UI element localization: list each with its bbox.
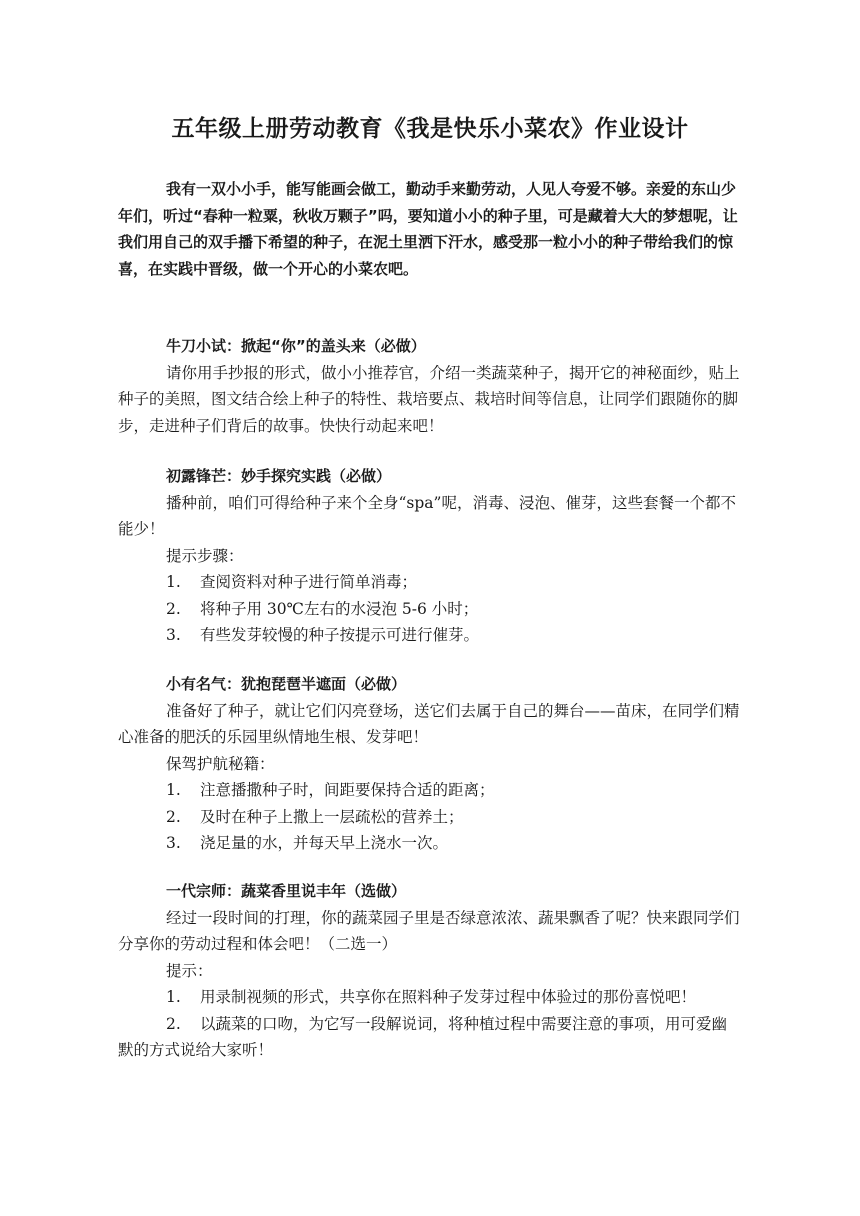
section-3	[118, 671, 742, 857]
list-text: 用录制视频的形式，共享你在照料种子发芽过程中体验过的那份喜悦吧！	[200, 988, 697, 1006]
list-text: 注意播撒种子时，间距要保持合适的距离；	[200, 781, 495, 799]
list-item	[118, 596, 742, 623]
list-number: 1.	[166, 573, 181, 591]
section-body: 播种前，咱们可得给种子来个全身“spa”呢，消毒、浸泡、催芽，这些套餐一个都不能少！	[118, 493, 736, 538]
list-item	[118, 984, 742, 1011]
list-number: 1.	[166, 988, 181, 1006]
list-text: 将种子用 30℃左右的水浸泡 5-6 小时；	[200, 599, 479, 618]
intro-paragraph: 我有一双小小手，能写能画会做工，勤动手来勤劳动，人见人夸爱不够。亲爱的东山少年们，听过“春种一粒粟，秋收万颗子”吗，要知道小小的种子里，可是藏着大大的梦想呢，让我们用自己的双手播下希望的种子，在泥土里洒下汗水，感受那一粒小小的种子带给我们的惊喜，在实践中晋级，做一个开心的小菜农吧。	[118, 180, 738, 278]
section-body: 请你用手抄报的形式，做小小推荐官，介绍一类蔬菜种子，揭开它的神秘面纱，贴上种子的美照，图文结合绘上种子的特性、栽培要点、栽培时间等信息，让同学们跟随你的脚步，走进种子们背后的故事。快快行动起来吧！	[118, 363, 740, 435]
list-number: 1.	[166, 781, 181, 799]
document-title: 五年级上册劳动教育《我是快乐小菜农》作业设计	[171, 116, 689, 142]
section-label: 提示：	[166, 961, 213, 980]
list-number: 2.	[166, 807, 181, 826]
list-number: 3.	[166, 626, 181, 644]
list-number: 3.	[166, 834, 181, 852]
list-item	[118, 1011, 742, 1064]
list-text: 有些发芽较慢的种子按提示可进行催芽。	[200, 626, 480, 644]
list-text: 浇足量的水，并每天早上浇水一次。	[200, 834, 449, 852]
section-heading: 牛刀小试：掀起“你”的盖头来（必做）	[166, 337, 426, 355]
list-text: 查阅资料对种子进行简单消毒；	[200, 573, 418, 591]
section-1	[118, 333, 742, 439]
section-2	[118, 463, 742, 649]
section-body: 准备好了种子，就让它们闪亮登场，送它们去属于自己的舞台——苗床，在同学们精心准备的肥沃的乐园里纵情地生根、发芽吧！	[118, 701, 740, 746]
list-text: 以蔬菜的口吻，为它写一段解说词，将种植过程中需要注意的事项，用可爱幽默的方式说给大家听！	[118, 1014, 728, 1059]
list-item	[118, 830, 742, 857]
section-heading: 小有名气：犹抱琵琶半遮面（必做）	[166, 675, 407, 693]
section-4	[118, 878, 742, 1064]
list-item	[118, 804, 742, 831]
section-heading: 一代宗师：蔬菜香里说丰年（选做）	[166, 882, 407, 900]
list-item	[118, 777, 742, 804]
section-heading: 初露锋芒：妙手探究实践（必做）	[166, 467, 392, 485]
list-number: 2.	[166, 599, 181, 618]
list-item	[118, 569, 742, 596]
list-text: 及时在种子上撒上一层疏松的营养土；	[200, 807, 464, 826]
list-number: 2.	[166, 1014, 181, 1033]
section-body: 经过一段时间的打理，你的蔬菜园子里是否绿意浓浓、蔬果飘香了呢？快来跟同学们分享你的劳动过程和体会吧！（二选一）	[118, 908, 740, 953]
section-label: 保驾护航秘籍：	[166, 754, 275, 773]
list-item	[118, 622, 742, 649]
section-label: 提示步骤：	[166, 546, 244, 565]
